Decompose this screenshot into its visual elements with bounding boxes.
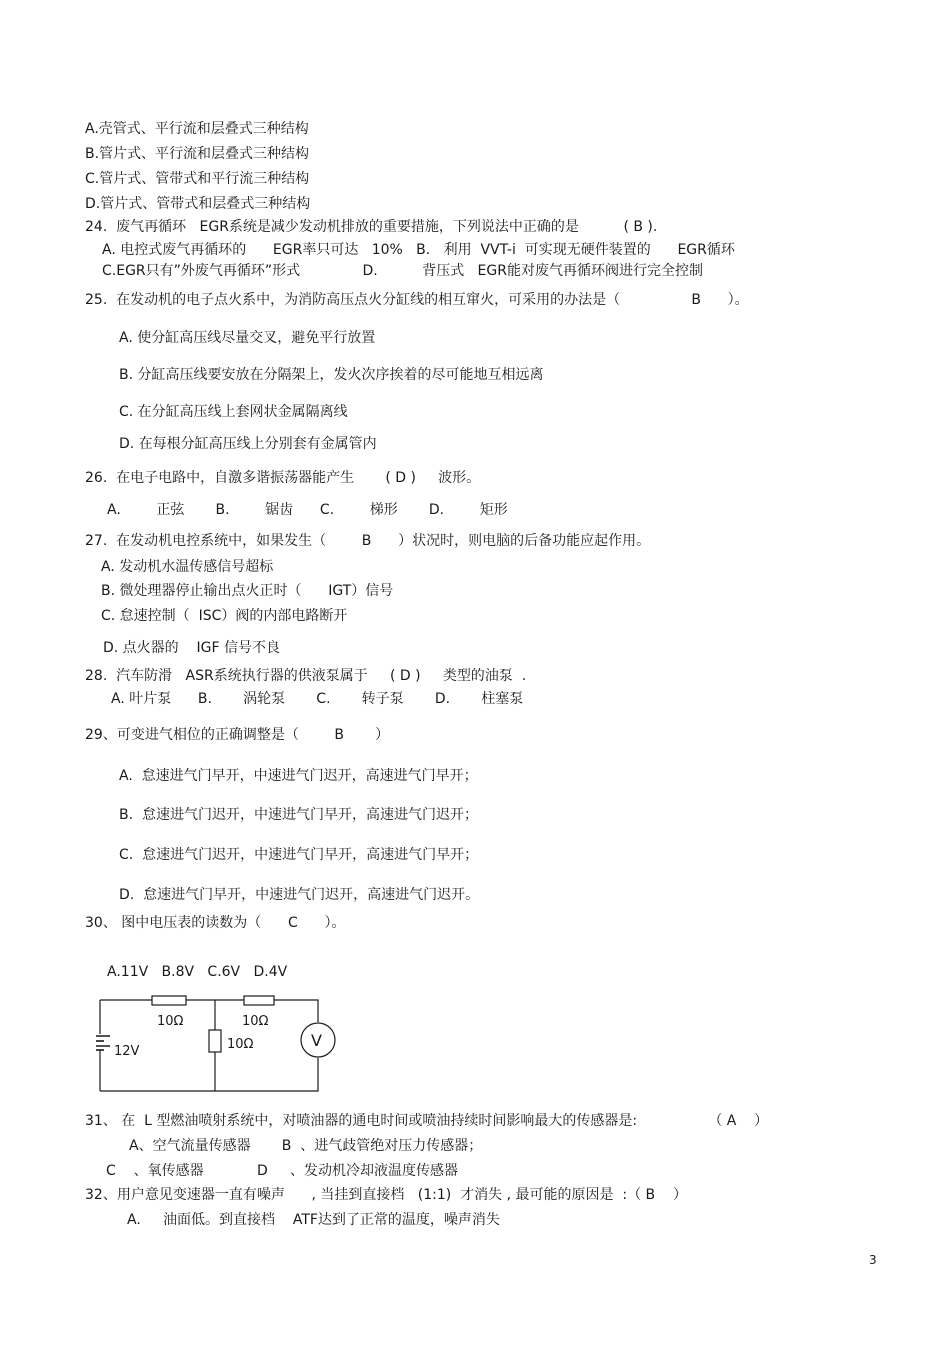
- q29-option-a: A. 怠速进气门早开，中速进气门迟开，高速进气门早开；: [119, 768, 478, 784]
- q23-option-d: D.管片式、管带式和层叠式三种结构: [85, 196, 311, 212]
- q27-option-a: A. 发动机水温传感信号超标: [101, 559, 274, 575]
- resistor-r1: [152, 996, 186, 1005]
- q29-option-c: C. 怠速进气门迟开，中速进气门早开，高速进气门早开；: [119, 847, 479, 863]
- q32-option-a: A. 油面低。到直接档 ATF达到了正常的温度，噪声消失: [127, 1212, 500, 1228]
- q25-option-a: A. 使分缸高压线尽量交叉，避免平行放置: [119, 330, 376, 346]
- q30-options: A.11V B.8V C.6V D.4V: [107, 964, 288, 980]
- page-number: 3: [869, 1253, 877, 1267]
- q27-option-c: C. 怠速控制（ ISC）阀的内部电路断开: [101, 608, 348, 624]
- q31-options-cd: C 、氧传感器 D 、发动机冷却液温度传感器: [106, 1163, 459, 1179]
- q24-options-cd: C.EGR只有”外废气再循环”形式 D. 背压式 EGR能对废气再循环阀进行完全控制: [102, 263, 703, 279]
- q31-stem: 31、 在 L 型燃油喷射系统中，对喷油器的通电时间或喷油持续时间影响最大的传感器是: （ A ）: [85, 1113, 769, 1129]
- battery-label: 12V: [114, 1044, 140, 1059]
- q23-option-c: C.管片式、管带式和平行流三种结构: [85, 171, 310, 187]
- resistor-r1-label: 10Ω: [157, 1014, 184, 1029]
- battery-icon: [96, 1036, 110, 1050]
- circuit-diagram: [96, 992, 336, 1092]
- q27-stem: 27. 在发动机电控系统中，如果发生（ B ）状况时，则电脑的后备功能应起作用。: [85, 533, 651, 549]
- resistor-r2: [244, 996, 274, 1005]
- q32-stem: 32、用户意见变速器一直有噪声 , 当挂到直接档 (1:1) 才消失 , 最可能的原因是 :（ B ）: [85, 1187, 687, 1203]
- circuit-wire-bottom: [100, 1058, 318, 1091]
- circuit-wire-top-left: [100, 1000, 318, 1022]
- q25-option-d: D. 在每根分缸高压线上分别套有金属管内: [119, 436, 377, 452]
- q23-option-a-text: A.壳管式、平行流和层叠式三种结构: [85, 121, 309, 137]
- voltmeter-symbol: V: [311, 1031, 322, 1050]
- q25-option-c: C. 在分缸高压线上套网状金属隔离线: [119, 404, 348, 420]
- q25-stem: 25. 在发动机的电子点火系中，为消防高压点火分缸线的相互窜火，可采用的办法是（ B ）。: [85, 292, 749, 308]
- q28-options: A. 叶片泵 B. 涡轮泵 C. 转子泵 D. 柱塞泵: [111, 691, 524, 707]
- q27-option-d: D. 点火器的 IGF 信号不良: [103, 640, 280, 656]
- q24-options-ab: A. 电控式废气再循环的 EGR率只可达 10% B. 利用 VVT-i 可实现无硬件装置的 EGR循环: [102, 242, 735, 258]
- q23-option-b: B.管片式、平行流和层叠式三种结构: [85, 146, 310, 162]
- q31-options-ab: A、空气流量传感器 B 、进气歧管绝对压力传感器；: [129, 1138, 483, 1154]
- q29-option-b: B. 怠速进气门迟开，中速进气门早开，高速进气门迟开；: [119, 807, 478, 823]
- resistor-r3-label: 10Ω: [227, 1037, 254, 1052]
- q26-options: A. 正弦 B. 锯齿 C. 梯形 D. 矩形: [107, 502, 508, 518]
- q24-stem: 24. 废气再循环 EGR系统是减少发动机排放的重要措施，下列说法中正确的是 ( B ).: [85, 219, 658, 235]
- q29-option-d: D. 怠速进气门早开，中速进气门迟开，高速进气门迟开。: [119, 887, 480, 903]
- q29-stem: 29、可变进气相位的正确调整是（ B ）: [85, 727, 390, 743]
- q30-stem: 30、 图中电压表的读数为（ C ）。: [85, 915, 346, 931]
- q26-stem: 26. 在电子电路中，自激多谐振荡器能产生 ( D ) 波形。: [85, 470, 481, 486]
- q27-option-b: B. 微处理器停止输出点火正时（ IGT）信号: [101, 583, 394, 599]
- q28-stem: 28. 汽车防滑 ASR系统执行器的供液泵属于 ( D ) 类型的油泵 .: [85, 668, 527, 684]
- q23-option-a: [85, 120, 309, 138]
- resistor-r3: [209, 1030, 221, 1052]
- resistor-r2-label: 10Ω: [242, 1014, 269, 1029]
- q25-option-b: B. 分缸高压线要安放在分隔架上，发火次序挨着的尽可能地互相远离: [119, 367, 544, 383]
